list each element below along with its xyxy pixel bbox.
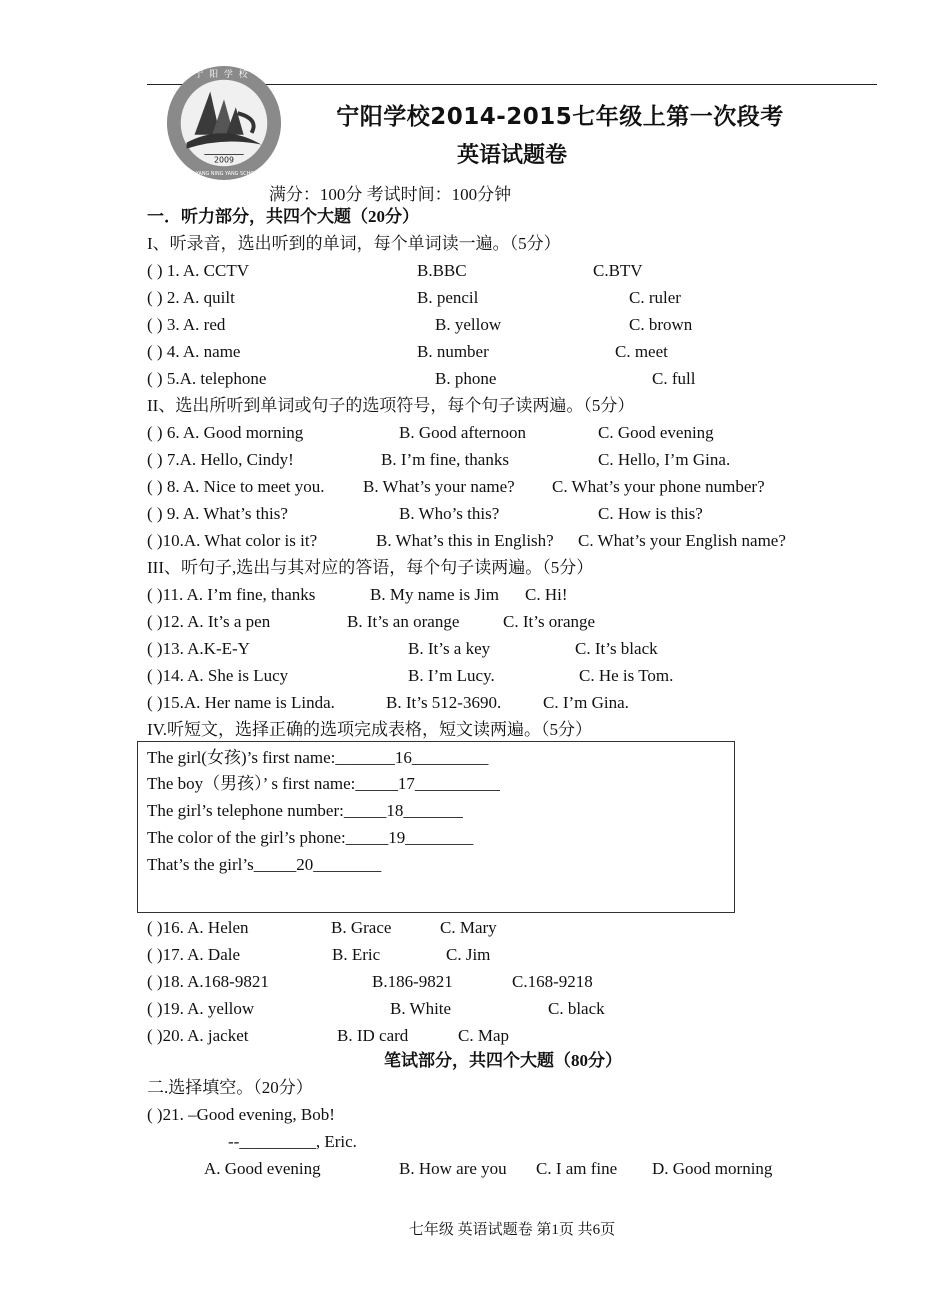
- table-row-4: The color of the girl’s phone:_____19________: [147, 828, 474, 847]
- exam-info: 满分：100分 考试时间：100分钟: [268, 185, 512, 204]
- exam-title: 宁阳学校2014-2015七年级上第一次段考: [336, 104, 784, 130]
- table-row-2: The boy（男孩）’ s first name:_____17__________: [147, 774, 500, 793]
- exam-subject: 英语试题卷: [456, 143, 567, 168]
- logo-year: 2009: [213, 155, 235, 165]
- question-21-line2: --_________, Eric.: [228, 1132, 357, 1151]
- choice-heading: 二.选择填空。（20分）: [147, 1078, 313, 1097]
- table-row-3: The girl’s telephone number:_____18_______: [147, 801, 463, 820]
- logo-english-name: AN YANG NING YANG SCHOOL: [187, 171, 261, 178]
- logo-name: 宁阳学校: [194, 69, 254, 80]
- part1-heading: I、听录音，选出听到的单词，每个单词读一遍。（5分）: [147, 234, 561, 253]
- part3-heading: III、听句子,选出与其对应的答语，每个句子读两遍。（5分）: [147, 558, 594, 577]
- school-logo: [165, 64, 283, 182]
- question-21-line1: ( )21. –Good evening, Bob!: [147, 1105, 335, 1124]
- table-row-1: The girl(女孩)’s first name:_______16_________: [147, 748, 489, 767]
- page-footer: 七年级 英语试题卷 第1页 共6页: [408, 1222, 616, 1238]
- listening-heading: 一．听力部分，共四个大题（20分）: [147, 207, 419, 226]
- part4-heading: IV.听短文，选择正确的选项完成表格，短文读两遍。（5分）: [147, 720, 592, 739]
- part2-heading: II、选出所听到单词或句子的选项符号，每个句子读两遍。（5分）: [147, 396, 635, 415]
- writing-heading: 笔试部分，共四个大题（80分）: [384, 1051, 622, 1070]
- table-row-5: That’s the girl’s_____20________: [147, 855, 382, 874]
